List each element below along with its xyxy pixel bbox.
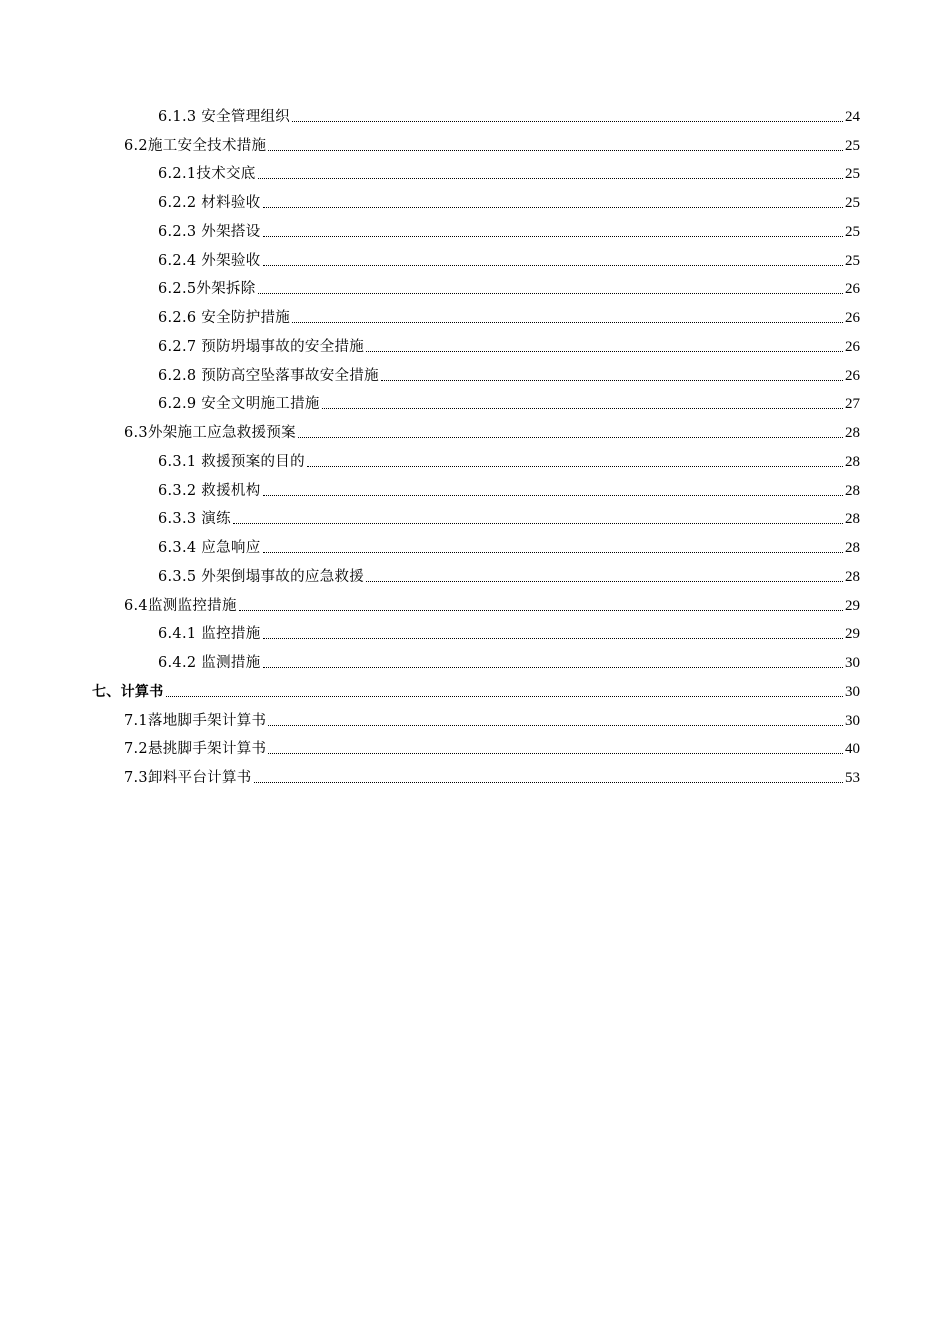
toc-dot-leader bbox=[263, 552, 843, 553]
toc-dot-leader bbox=[263, 495, 843, 496]
toc-entry[interactable] bbox=[0, 414, 860, 443]
toc-entry-page-number: 27 bbox=[845, 396, 860, 413]
toc-entry[interactable] bbox=[0, 759, 860, 788]
toc-dot-leader bbox=[292, 121, 843, 122]
toc-entry[interactable] bbox=[0, 644, 860, 673]
toc-dot-leader bbox=[366, 581, 843, 582]
toc-entry-label: 6.2施工安全技术措施 bbox=[124, 137, 267, 154]
toc-dot-leader bbox=[322, 408, 843, 409]
toc-entry[interactable] bbox=[0, 213, 860, 242]
toc-entry-page-number: 30 bbox=[845, 683, 860, 700]
toc-dot-leader bbox=[268, 150, 843, 151]
toc-entry-label: 6.2.5外架拆除 bbox=[158, 281, 256, 298]
toc-entry[interactable] bbox=[0, 702, 860, 731]
toc-entry-page-number: 26 bbox=[845, 310, 860, 326]
toc-entry[interactable] bbox=[0, 242, 860, 271]
toc-dot-leader bbox=[268, 725, 843, 726]
toc-dot-leader bbox=[298, 437, 843, 438]
toc-entry[interactable] bbox=[0, 558, 860, 587]
toc-entry-label: 6.2.6 安全防护措施 bbox=[158, 310, 291, 326]
toc-entry-page-number: 26 bbox=[845, 338, 860, 355]
toc-entry-page-number: 53 bbox=[845, 770, 860, 786]
toc-entry-label: 6.3.4 应急响应 bbox=[158, 540, 261, 556]
toc-entry-label: 7.1落地脚手架计算书 bbox=[124, 712, 267, 729]
toc-entry[interactable] bbox=[0, 501, 860, 530]
toc-dot-leader bbox=[292, 322, 843, 323]
toc-entry-page-number: 30 bbox=[845, 712, 860, 729]
toc-entry[interactable] bbox=[0, 299, 860, 328]
toc-dot-leader bbox=[258, 178, 843, 179]
toc-entry[interactable] bbox=[0, 328, 860, 357]
toc-entry-page-number: 29 bbox=[845, 597, 860, 614]
toc-dot-leader bbox=[233, 523, 843, 524]
toc-entry-page-number: 25 bbox=[845, 195, 860, 211]
toc-entry-label: 6.4.1 监控措施 bbox=[158, 626, 261, 643]
toc-entry-page-number: 26 bbox=[845, 281, 860, 298]
toc-entry-page-number: 28 bbox=[845, 511, 860, 528]
toc-entry-page-number: 28 bbox=[845, 540, 860, 556]
toc-entry-label: 6.3外架施工应急救援预案 bbox=[124, 425, 296, 441]
toc-entry-page-number: 25 bbox=[845, 166, 860, 183]
toc-dot-leader bbox=[263, 265, 843, 266]
toc-entry[interactable] bbox=[0, 127, 860, 156]
toc-entry[interactable] bbox=[0, 443, 860, 472]
toc-entry[interactable] bbox=[0, 98, 860, 127]
toc-entry-page-number: 25 bbox=[845, 223, 860, 240]
toc-entry[interactable] bbox=[0, 529, 860, 558]
toc-entry[interactable] bbox=[0, 357, 860, 386]
toc-dot-leader bbox=[263, 236, 843, 237]
toc-entry-label: 6.2.2 材料验收 bbox=[158, 195, 261, 211]
toc-entry[interactable] bbox=[0, 271, 860, 300]
toc-entry-page-number: 24 bbox=[845, 108, 860, 125]
toc-entry-label: 6.3.1 救援预案的目的 bbox=[158, 453, 305, 470]
toc-entry-page-number: 40 bbox=[845, 741, 860, 758]
toc-entry[interactable] bbox=[0, 184, 860, 213]
toc-entry[interactable] bbox=[0, 472, 860, 501]
toc-dot-leader bbox=[258, 293, 843, 294]
toc-dot-leader bbox=[381, 380, 843, 381]
toc-entry-label: 7.3卸料平台计算书 bbox=[124, 770, 252, 786]
toc-entry-label: 6.4监测监控措施 bbox=[124, 597, 237, 614]
toc-dot-leader bbox=[254, 782, 843, 783]
toc-dot-leader bbox=[263, 638, 843, 639]
toc-entry-label: 6.2.1技术交底 bbox=[158, 166, 256, 183]
table-of-contents bbox=[0, 98, 950, 788]
toc-entry[interactable] bbox=[0, 616, 860, 645]
toc-entry[interactable] bbox=[0, 587, 860, 616]
toc-entry[interactable] bbox=[0, 731, 860, 760]
toc-entry-label: 6.2.4 外架验收 bbox=[158, 252, 261, 269]
toc-dot-leader bbox=[263, 207, 843, 208]
toc-entry-page-number: 26 bbox=[845, 367, 860, 384]
toc-entry-page-number: 28 bbox=[845, 482, 860, 499]
toc-entry-page-number: 28 bbox=[845, 453, 860, 470]
toc-entry-label: 6.4.2 监测措施 bbox=[158, 655, 261, 671]
toc-entry-page-number: 30 bbox=[845, 655, 860, 671]
toc-dot-leader bbox=[263, 667, 843, 668]
toc-entry-label: 6.3.5 外架倒塌事故的应急救援 bbox=[158, 568, 365, 585]
toc-dot-leader bbox=[307, 466, 843, 467]
toc-entry-label: 6.2.7 预防坍塌事故的安全措施 bbox=[158, 338, 365, 355]
toc-entry-page-number: 25 bbox=[845, 252, 860, 269]
toc-entry-page-number: 25 bbox=[845, 137, 860, 154]
toc-dot-leader bbox=[268, 753, 843, 754]
toc-entry[interactable] bbox=[0, 386, 860, 415]
toc-entry-label: 6.3.2 救援机构 bbox=[158, 482, 261, 499]
toc-entry-label: 七、计算书 bbox=[92, 683, 164, 700]
toc-dot-leader bbox=[366, 351, 843, 352]
toc-entry-page-number: 28 bbox=[845, 425, 860, 441]
toc-entry-label: 6.2.3 外架搭设 bbox=[158, 223, 261, 240]
toc-entry-label: 6.1.3 安全管理组织 bbox=[158, 108, 291, 125]
toc-dot-leader bbox=[166, 696, 844, 697]
toc-entry[interactable] bbox=[0, 673, 860, 702]
toc-entry-label: 7.2悬挑脚手架计算书 bbox=[124, 741, 267, 758]
toc-dot-leader bbox=[239, 610, 843, 611]
toc-entry-page-number: 28 bbox=[845, 568, 860, 585]
toc-entry-label: 6.2.8 预防高空坠落事故安全措施 bbox=[158, 367, 379, 384]
toc-entry-label: 6.3.3 演练 bbox=[158, 511, 231, 528]
toc-entry-label: 6.2.9 安全文明施工措施 bbox=[158, 396, 320, 413]
toc-entry[interactable] bbox=[0, 156, 860, 185]
toc-entry-page-number: 29 bbox=[845, 626, 860, 643]
